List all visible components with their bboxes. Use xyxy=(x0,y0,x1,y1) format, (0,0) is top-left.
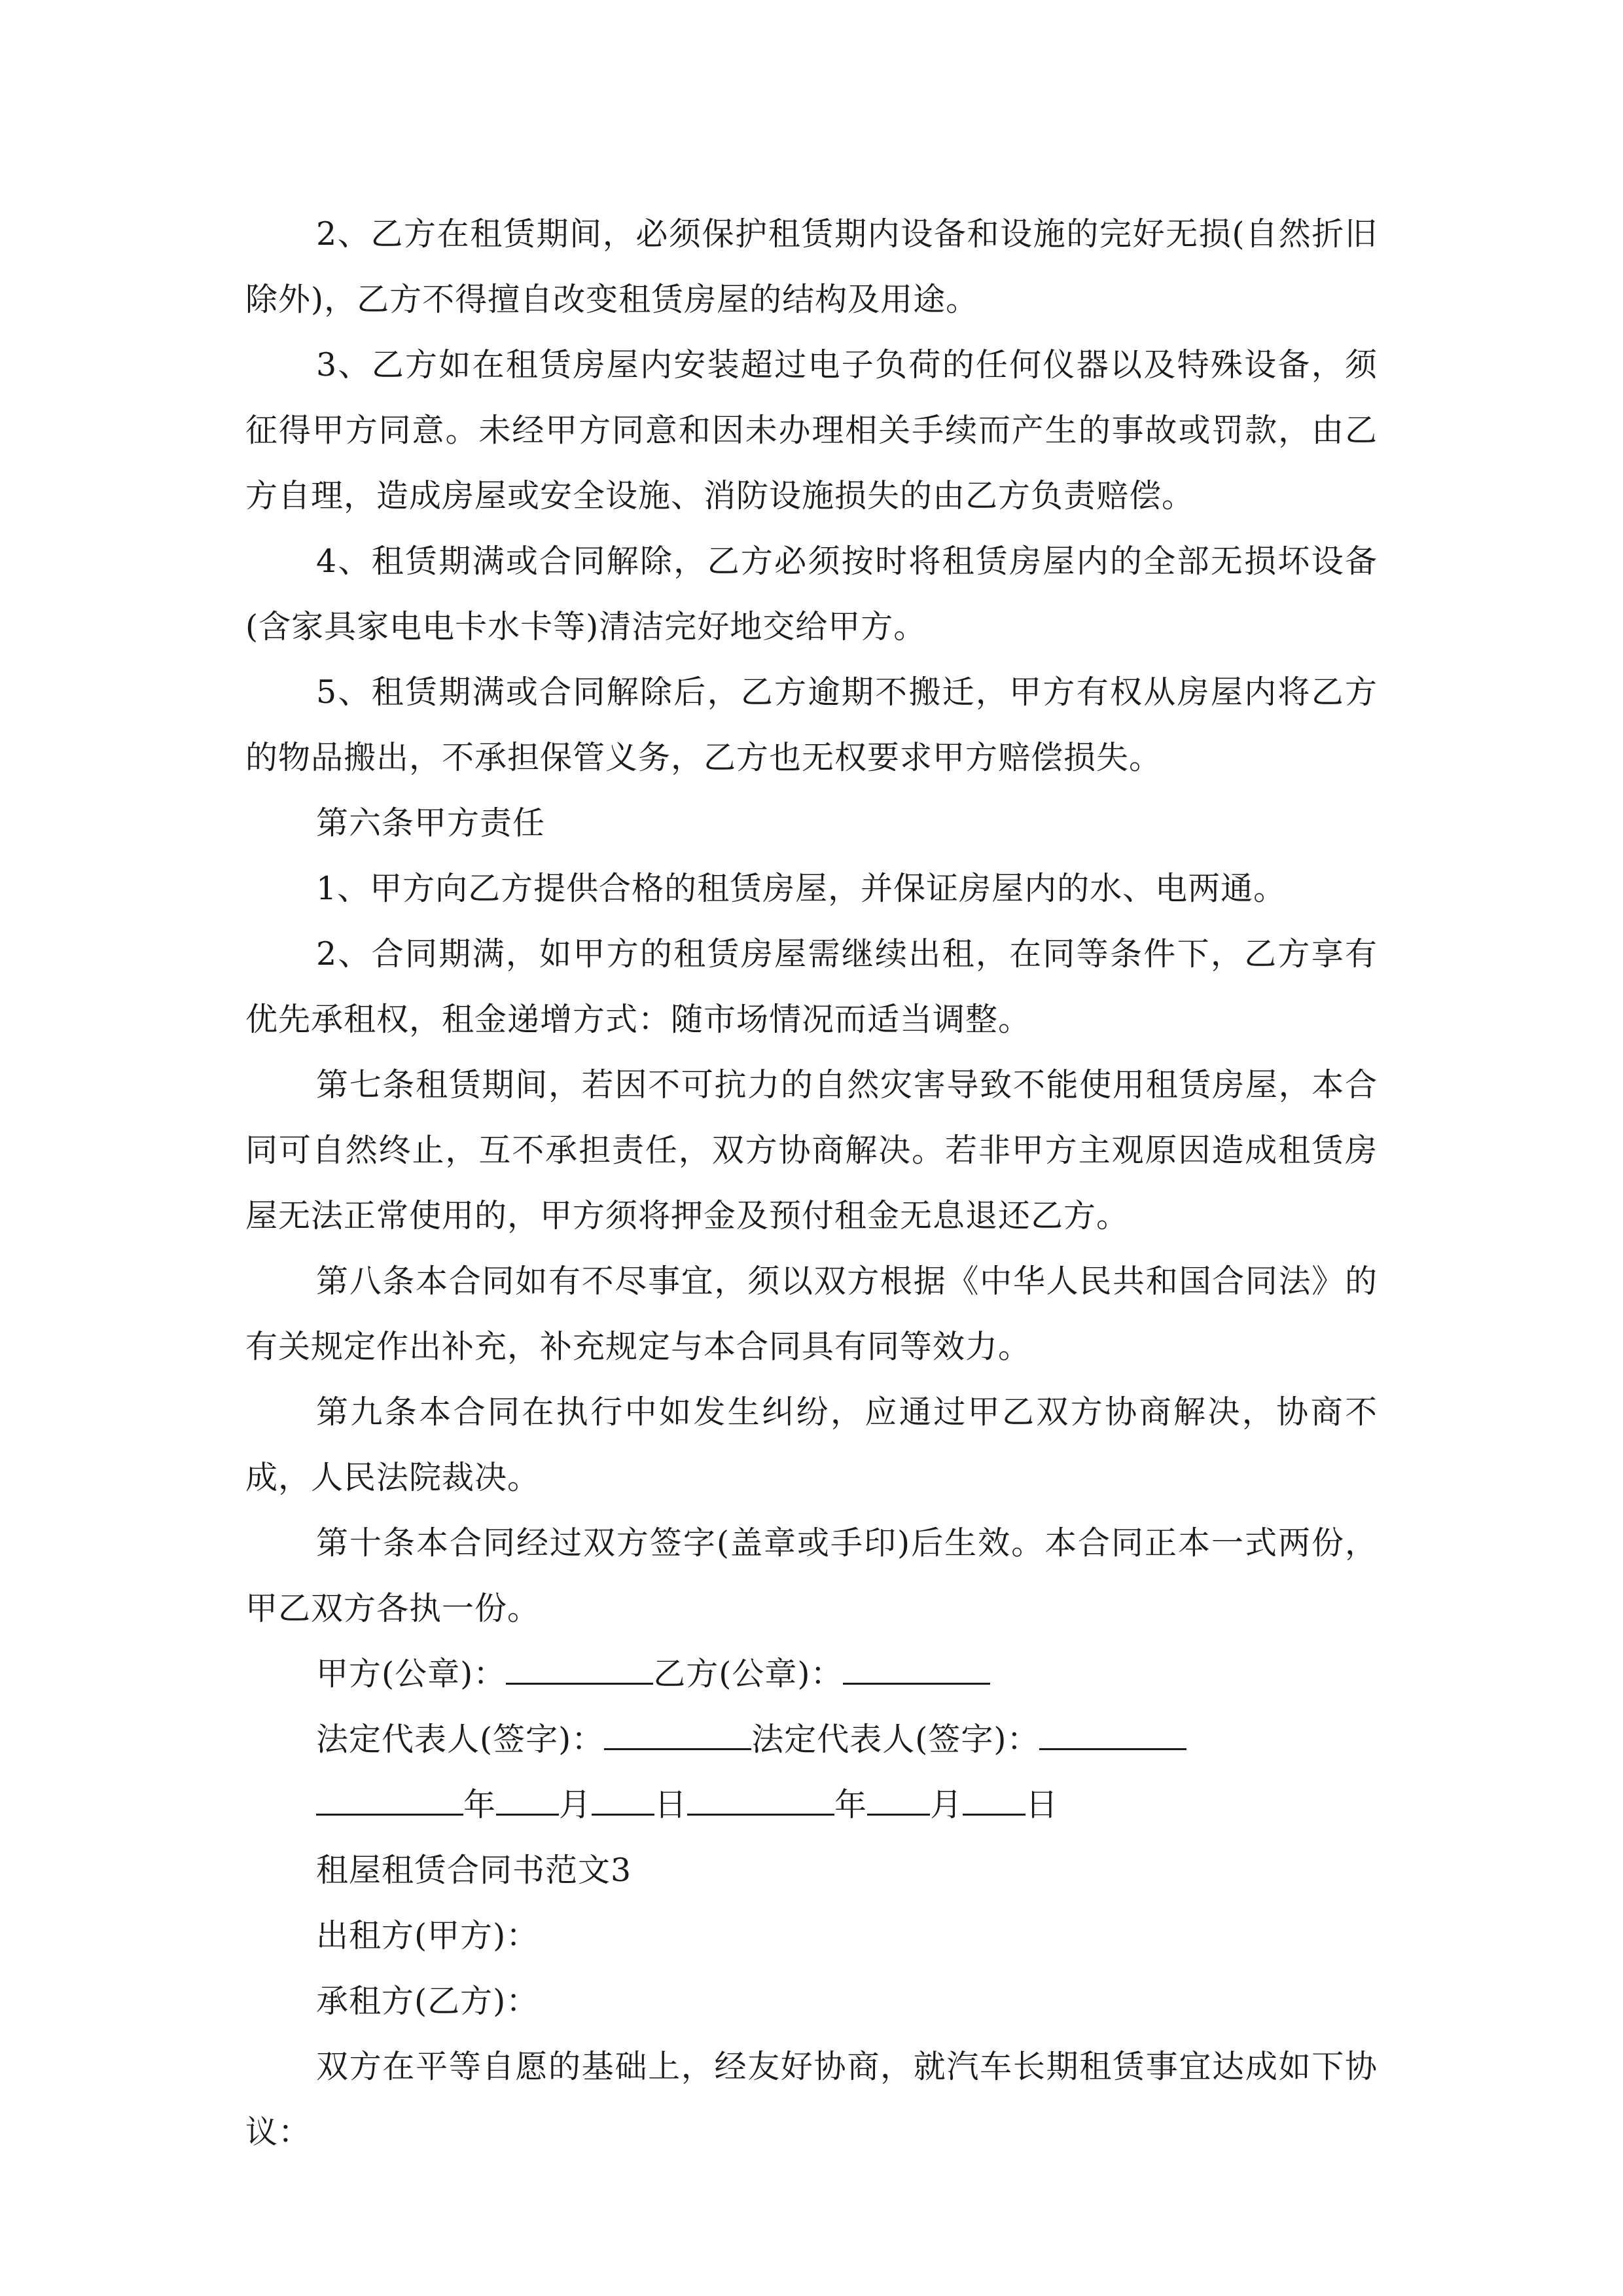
rep-b-label: 法定代表人(签字)： xyxy=(751,1721,1040,1758)
seal-line xyxy=(245,1641,1378,1707)
article-10: 第十条本合同经过双方签字(盖章或手印)后生效。本合同正本一式两份，甲乙双方各执一份。 xyxy=(245,1524,1378,1627)
day-a-label: 日 xyxy=(654,1786,688,1823)
rep-a-label: 法定代表人(签字)： xyxy=(316,1721,605,1758)
clause-5-eviction: 5、租赁期满或合同解除后，乙方逾期不搬迁，甲方有权从房屋内将乙方的物品搬出，不承担保管义务，乙方也无权要求甲方赔偿损失。 xyxy=(245,673,1378,776)
year-b-blank xyxy=(687,1777,834,1816)
year-a-blank xyxy=(316,1777,463,1816)
party-a-seal-label: 甲方(公章)： xyxy=(316,1655,507,1693)
representative-line xyxy=(245,1707,1378,1772)
article-6-heading: 第六条甲方责任 xyxy=(316,804,546,842)
day-b-label: 日 xyxy=(1026,1786,1059,1823)
lessee-line: 承租方(乙方)： xyxy=(316,1982,539,2020)
rep-b-blank xyxy=(1039,1712,1186,1750)
article-7: 第七条租赁期间，若因不可抗力的自然灾害导致不能使用租赁房屋，本合同可自然终止，互不承担责任，双方协商解决。若非甲方主观原因造成租赁房屋无法正常使用的，甲方须将押金及预付租金无息退还乙方。 xyxy=(245,1066,1378,1234)
month-a-blank xyxy=(496,1777,559,1816)
lessor-line: 出租方(甲方)： xyxy=(316,1917,539,1954)
date-line xyxy=(245,1772,1378,1838)
party-a-seal-blank xyxy=(506,1646,653,1685)
article-9: 第九条本合同在执行中如发生纠纷，应通过甲乙双方协商解决，协商不成，人民法院裁决。 xyxy=(245,1393,1378,1496)
party-b-seal-label: 乙方(公章)： xyxy=(653,1655,844,1693)
rep-a-blank xyxy=(604,1712,751,1750)
year-b-label: 年 xyxy=(834,1786,868,1823)
article-6-item-2: 2、合同期满，如甲方的租赁房屋需继续出租，在同等条件下，乙方享有优先承租权，租金递增方式：随市场情况而适当调整。 xyxy=(245,935,1378,1038)
month-b-blank xyxy=(867,1777,930,1816)
clause-2-equipment: 2、乙方在租赁期间，必须保护租赁期内设备和设施的完好无损(自然折旧除外)，乙方不得擅自改变租赁房屋的结构及用途。 xyxy=(245,215,1378,318)
clause-4-return: 4、租赁期满或合同解除，乙方必须按时将租赁房屋内的全部无损坏设备(含家具家电电卡水卡等)清洁完好地交给甲方。 xyxy=(245,543,1378,645)
agreement-intro: 双方在平等自愿的基础上，经友好协商，就汽车长期租赁事宜达成如下协议： xyxy=(245,2048,1378,2151)
section-3-title: 租屋租赁合同书范文3 xyxy=(316,1852,632,1889)
contract-body xyxy=(245,202,1378,2165)
year-a-label: 年 xyxy=(463,1786,497,1823)
party-b-seal-blank xyxy=(843,1646,990,1685)
article-6-item-1: 1、甲方向乙方提供合格的租赁房屋，并保证房屋内的水、电两通。 xyxy=(316,870,1287,907)
month-b-label: 月 xyxy=(930,1786,963,1823)
day-b-blank xyxy=(963,1777,1026,1816)
article-8: 第八条本合同如有不尽事宜，须以双方根据《中华人民共和国合同法》的有关规定作出补充，补充规定与本合同具有同等效力。 xyxy=(245,1263,1378,1365)
month-a-label: 月 xyxy=(559,1786,592,1823)
clause-3-installation: 3、乙方如在租赁房屋内安装超过电子负荷的任何仪器以及特殊设备，须征得甲方同意。未经甲方同意和因未办理相关手续而产生的事故或罚款，由乙方自理，造成房屋或安全设施、消防设施损失的由乙方负责赔偿。 xyxy=(245,346,1378,514)
day-a-blank xyxy=(592,1777,654,1816)
